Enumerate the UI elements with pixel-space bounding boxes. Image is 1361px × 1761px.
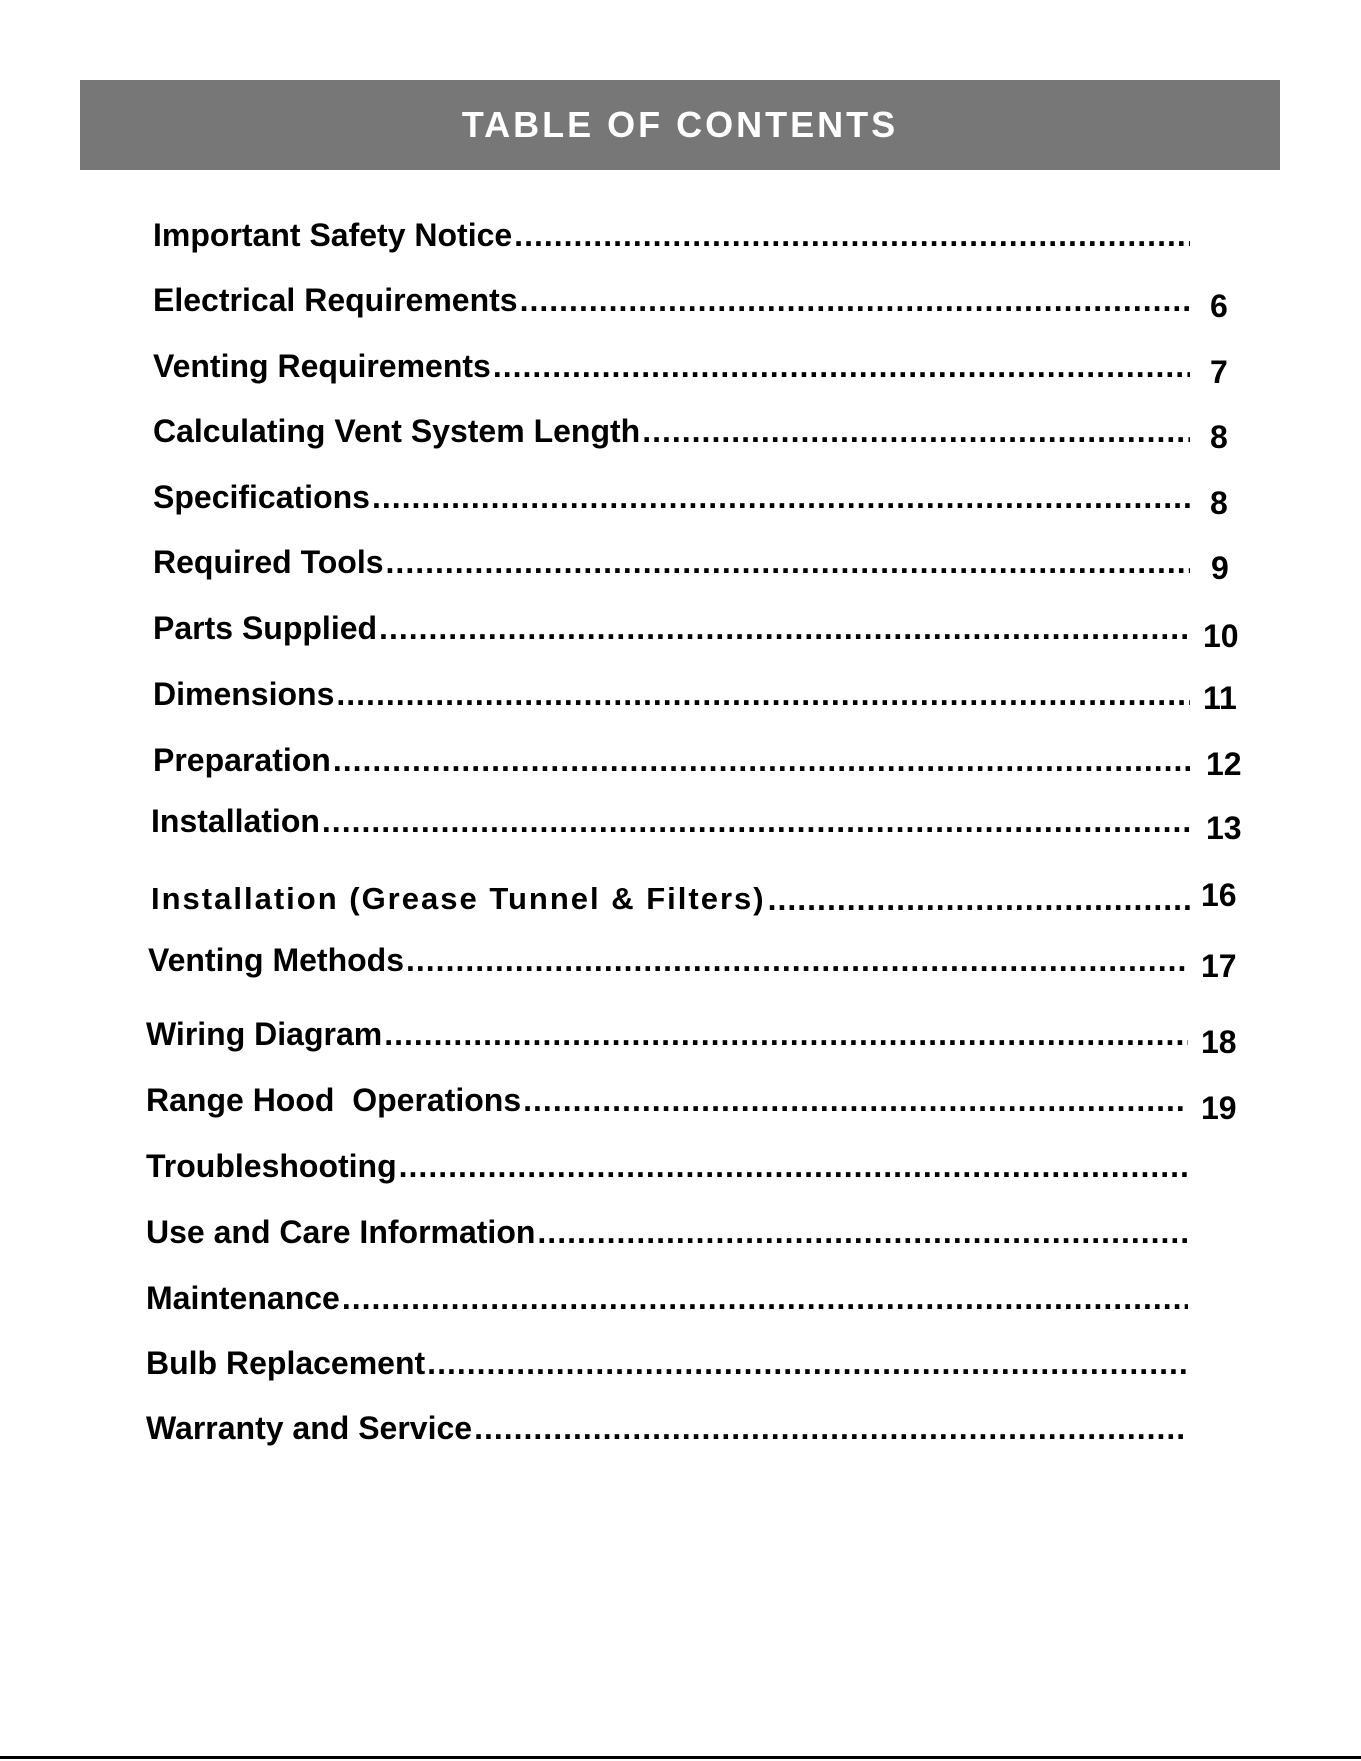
- toc-dot-leader: [342, 1276, 1188, 1320]
- toc-dot-leader: [474, 1406, 1188, 1450]
- toc-entry-label: Bulb Replacement: [146, 1344, 426, 1381]
- toc-page-number: 8: [1210, 485, 1228, 521]
- toc-entry-label: Venting Requirements: [153, 347, 491, 384]
- toc-dot-leader: [642, 409, 1190, 453]
- toc-entry-label: Installation (Grease Tunnel & Filters): [151, 881, 766, 916]
- toc-dot-leader: [336, 672, 1190, 716]
- toc-page-number: 19: [1201, 1090, 1237, 1126]
- toc-page-number: 8: [1210, 419, 1228, 455]
- toc-entry[interactable]: [153, 475, 1190, 519]
- toc-entry[interactable]: [146, 1078, 1188, 1122]
- toc-entry[interactable]: [151, 799, 1190, 843]
- toc-page-number: 17: [1201, 948, 1237, 984]
- toc-entry-label: Range Hood Operations: [146, 1081, 522, 1118]
- toc-entry[interactable]: [146, 1144, 1188, 1188]
- toc-dot-leader: [379, 606, 1190, 650]
- toc-page-number: 18: [1201, 1024, 1237, 1060]
- toc-page-number: 16: [1201, 877, 1237, 913]
- toc-entry-label: Electrical Requirements: [153, 281, 518, 318]
- page-title: TABLE OF CONTENTS: [461, 104, 899, 145]
- toc-dot-leader: [399, 1144, 1188, 1188]
- toc-entry[interactable]: [153, 213, 1190, 257]
- toc-entry[interactable]: [153, 606, 1190, 650]
- toc-entry-label: Parts Supplied: [153, 609, 378, 646]
- toc-dot-leader: [333, 738, 1190, 782]
- toc-entry-label: Installation: [151, 802, 320, 839]
- toc-dot-leader: [520, 278, 1190, 322]
- toc-entry[interactable]: [146, 1012, 1188, 1056]
- toc-entry[interactable]: [153, 540, 1190, 584]
- toc-entry[interactable]: [148, 938, 1188, 982]
- toc-dot-leader: [514, 213, 1190, 257]
- toc-dot-leader: [322, 799, 1190, 843]
- toc-entry[interactable]: [146, 1276, 1188, 1320]
- toc-entry-label: Wiring Diagram: [146, 1015, 383, 1052]
- toc-dot-leader: [384, 1012, 1188, 1056]
- toc-entry-label: Troubleshooting: [146, 1147, 397, 1184]
- toc-page-number: 11: [1203, 680, 1237, 716]
- toc-dot-leader: [768, 877, 1190, 921]
- toc-dot-leader: [406, 938, 1188, 982]
- toc-dot-leader: [386, 540, 1190, 584]
- toc-page-number: 6: [1210, 288, 1228, 324]
- toc-entry-label: Important Safety Notice: [153, 216, 513, 253]
- page-bottom-rule: [0, 1756, 1361, 1759]
- toc-entry[interactable]: [153, 738, 1190, 782]
- toc-entry-label: Specifications: [153, 478, 370, 515]
- toc-dot-leader: [523, 1078, 1188, 1122]
- toc-entry-label: Calculating Vent System Length: [153, 412, 641, 449]
- toc-entry[interactable]: [146, 1210, 1188, 1254]
- toc-entry-label: Venting Methods: [148, 941, 404, 978]
- toc-entry-label: Preparation: [153, 741, 331, 778]
- toc-dot-leader: [493, 344, 1190, 388]
- toc-dot-leader: [372, 475, 1190, 519]
- toc-entry[interactable]: [146, 1406, 1188, 1450]
- toc-page-number: 12: [1206, 746, 1242, 782]
- toc-dot-leader: [427, 1341, 1188, 1385]
- toc-dot-leader: [537, 1210, 1188, 1254]
- toc-entry-label: Maintenance: [146, 1279, 340, 1316]
- toc-page-number: 10: [1203, 618, 1239, 654]
- toc-entry-label: Required Tools: [153, 543, 384, 580]
- toc-entry[interactable]: [153, 278, 1190, 322]
- toc-entry[interactable]: [153, 672, 1190, 716]
- toc-entry[interactable]: [151, 877, 1190, 921]
- toc-entry-label: Dimensions: [153, 675, 335, 712]
- toc-page-number: 7: [1210, 354, 1228, 390]
- toc-entry-label: Use and Care Information: [146, 1213, 536, 1250]
- toc-entry[interactable]: [146, 1341, 1188, 1385]
- toc-page-number: 9: [1211, 550, 1229, 586]
- toc-entry-label: Warranty and Service: [146, 1409, 473, 1446]
- toc-entry[interactable]: [153, 409, 1190, 453]
- toc-page-number: 13: [1206, 810, 1242, 846]
- toc-entry[interactable]: [153, 344, 1190, 388]
